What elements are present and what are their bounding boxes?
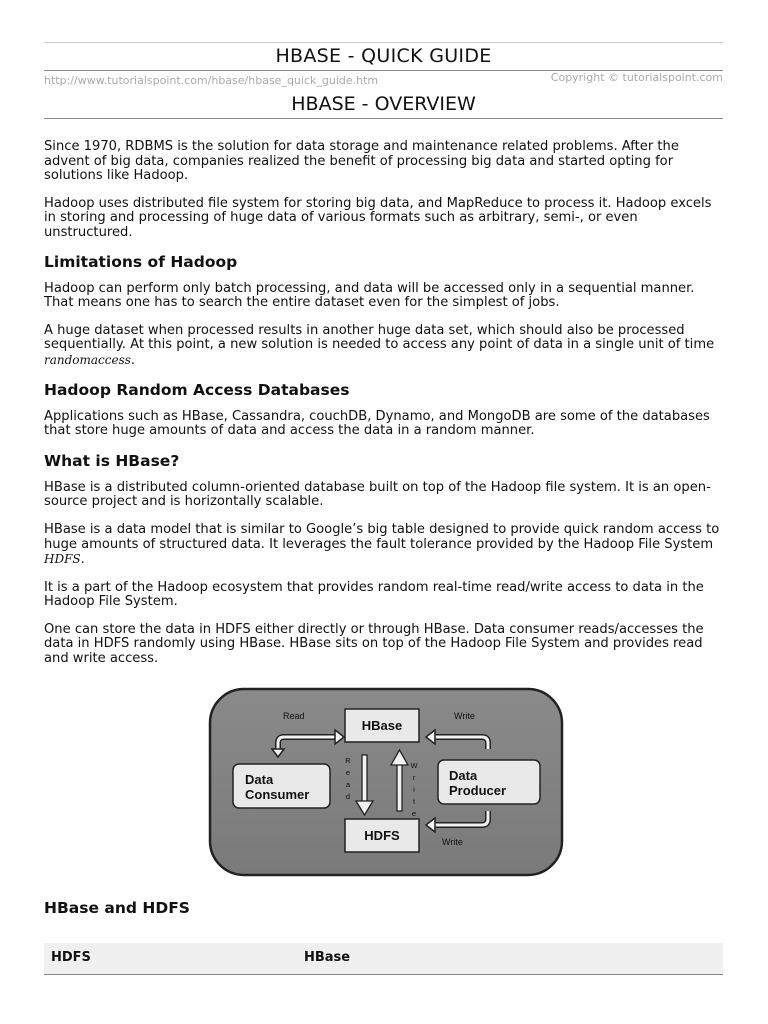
read-v-letter-4: d — [345, 792, 351, 801]
limitations-paragraph-2 — [44, 324, 723, 369]
what-is-paragraph-4: One can store the data in HDFS either directly or through HBase. Data consumer reads/accesses the data in HDFS randomly using HBase. HBase sits on top of the Hadoop File System and provides read and write access. — [44, 621, 704, 667]
write-label-top: Write — [454, 711, 475, 721]
write-v-letter-2: r — [412, 773, 416, 782]
column-header-hbase: HBase — [304, 950, 351, 965]
limitations-heading: Limitations of Hadoop — [44, 252, 238, 271]
limitations-paragraph-1: Hadoop can perform only batch processing, and data will be accessed only in a sequential manner. That means one has to search the entire dataset even for the simplest of jobs. — [44, 280, 695, 311]
section-title: HBASE - OVERVIEW — [44, 90, 723, 119]
write-v-letter-4: t — [412, 797, 416, 806]
producer-label-line1: Data — [449, 768, 478, 783]
random-access-paragraph: Applications such as HBase, Cassandra, couchDB, Dynamo, and MongoDB are some of the databases that store huge amounts of data and access the data in a random manner. — [44, 408, 710, 439]
read-v-letter-2: e — [345, 768, 351, 777]
what-is-paragraph-2-text: HBase is a data model that is similar to Google’s big table designed to provide quick random access to huge amounts of structured data. It leverages the fault tolerance provided by the Hadoop File System — [44, 521, 720, 552]
what-is-paragraph-2-end: . — [80, 552, 85, 568]
intro-paragraph-1: Since 1970, RDBMS is the solution for data storage and maintenance related problems. After the advent of big data, companies realized the benefit of processing big data and started opting for solutions like Hadoop. — [44, 139, 679, 184]
what-is-paragraph-3: It is a part of the Hadoop ecosystem that provides random real-time read/write access to data in the Hadoop File System. — [44, 579, 704, 610]
comparison-table-header — [44, 943, 723, 975]
meta-bar — [44, 71, 723, 89]
consumer-label-line2: Consumer — [245, 787, 310, 802]
document-page — [44, 42, 723, 965]
random-access-heading: Hadoop Random Access Databases — [44, 380, 350, 399]
read-v-letter-1: R — [345, 756, 351, 765]
consumer-label-line1: Data — [245, 772, 274, 787]
limitations-paragraph-2-end: . — [130, 352, 136, 368]
write-v-letter-1: W — [410, 761, 418, 770]
what-is-paragraph-1: HBase is a distributed column-oriented database built on top of the Hadoop file system. It is an open-source project and is horizontally scalable. — [44, 479, 711, 510]
source-url[interactable]: http://www.tutorialspoint.com/hbase/hbase_quick_guide.htm — [44, 74, 379, 87]
read-label-top: Read — [283, 711, 305, 721]
hdfs-node-label: HDFS — [364, 828, 400, 843]
what-is-hbase-heading: What is HBase? — [44, 451, 180, 470]
intro-paragraph-2: Hadoop uses distributed file system for storing big data, and MapReduce to process it. Hadoop excels in storing and processing of huge data of various formats such as arbitrary, semi-, or even unstructured. — [44, 195, 712, 240]
hbase-node-label: HBase — [361, 718, 403, 733]
producer-label-line2: Producer — [449, 783, 507, 798]
limitations-paragraph-2-text: A huge dataset when processed results in another huge data set, which should also be processed sequentially. At this point, a new solution is needed to access any point of data in a single unit of time — [44, 322, 715, 353]
write-v-letter-3: i — [413, 785, 415, 794]
what-is-paragraph-2 — [44, 523, 723, 568]
copyright-text: Copyright © tutorialspoint.com — [550, 71, 723, 84]
read-vertical-shaft — [362, 755, 367, 803]
read-v-letter-3: a — [345, 780, 351, 789]
write-label-bottom: Write — [442, 837, 463, 847]
column-header-hdfs: HDFS — [51, 950, 91, 965]
hbase-architecture-diagram — [208, 687, 564, 877]
write-vertical-shaft — [397, 763, 402, 811]
hdfs-term: HDFS — [44, 552, 81, 567]
hbase-hdfs-heading: HBase and HDFS — [44, 899, 190, 917]
random-access-term: randomaccess — [44, 352, 131, 367]
write-v-letter-5: e — [411, 809, 417, 818]
page-title: HBASE - QUICK GUIDE — [44, 43, 723, 71]
